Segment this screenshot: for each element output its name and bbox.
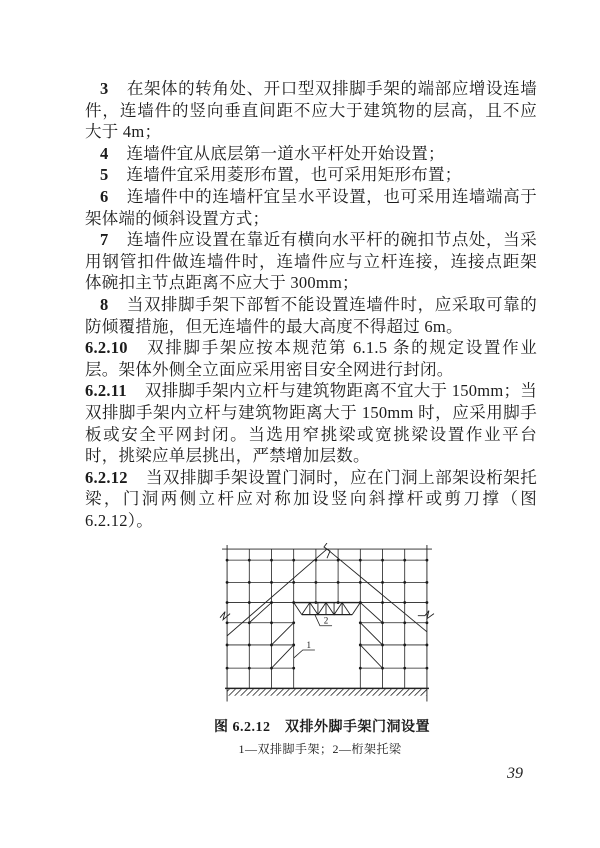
clause-text: 双排脚手架应按本规范第 6.1.5 条的规定设置作业层。架体外侧全立面应采用密目安全网进行封闭。 bbox=[85, 338, 537, 379]
callout-leader-1 bbox=[294, 650, 315, 658]
clause-paragraph bbox=[85, 143, 537, 165]
clause-number: 8 bbox=[100, 294, 109, 314]
clause-number: 6.2.11 bbox=[85, 381, 127, 401]
ground-hatch bbox=[227, 690, 427, 697]
clause-paragraph bbox=[85, 186, 537, 229]
clause-paragraph bbox=[85, 229, 537, 294]
body-text bbox=[85, 78, 537, 783]
scaffold-door-opening-diagram bbox=[219, 543, 435, 711]
figure-label-1: 1 bbox=[306, 640, 312, 651]
clause-number: 3 bbox=[100, 79, 109, 98]
section-paragraph bbox=[85, 337, 537, 380]
clause-text: 在架体的转角处、开口型双排脚手架的端部应增设连墙件，连墙件的竖向垂直间距不应大于建筑物的层高，且不应大于 4m； bbox=[85, 79, 537, 142]
truss-girder bbox=[294, 603, 361, 615]
figure-label-2: 2 bbox=[323, 616, 329, 627]
clause-paragraph bbox=[85, 164, 537, 186]
figure-callouts bbox=[294, 615, 332, 658]
figure-6-2-12 bbox=[85, 543, 537, 757]
clause-number: 4 bbox=[100, 143, 109, 163]
break-marks bbox=[220, 543, 434, 620]
figure-drawing bbox=[219, 543, 435, 711]
clause-paragraph bbox=[85, 78, 537, 143]
ground bbox=[225, 689, 429, 696]
clause-text: 连墙件中的连墙杆宜呈水平设置，也可采用连墙端高于架体端的倾斜设置方式； bbox=[85, 186, 537, 228]
figure-caption: 图 6.2.12 双排外脚手架门洞设置 bbox=[214, 720, 430, 736]
clause-number: 6.2.10 bbox=[85, 338, 128, 358]
section-paragraph bbox=[85, 380, 537, 466]
clause-text: 当双排脚手架设置门洞时，应在门洞上部架设桁架托梁，门洞两侧立杆应对称加设竖向斜撑杆或剪刀撑（图 6.2.12）。 bbox=[85, 467, 537, 530]
figure-captions bbox=[85, 716, 537, 757]
clause-paragraph bbox=[85, 294, 537, 337]
clause-text: 连墙件应设置在靠近有横向水平杆的碗扣节点处，当采用钢管扣件做连墙件时，连墙件应与立杆连接，连接点距架体碗扣主节点距离不应大于 300mm； bbox=[85, 230, 537, 293]
paragraph-list bbox=[85, 78, 537, 531]
clause-text: 连墙件宜采用菱形布置，也可采用矩形布置； bbox=[126, 165, 462, 185]
clause-text: 当双排脚手架下部暂不能设置连墙件时，应采取可靠的防倾覆措施，但无连墙件的最大高度不得超过 6m。 bbox=[85, 294, 537, 336]
clause-text: 连墙件宜从底层第一道水平杆处开始设置； bbox=[126, 143, 445, 163]
clause-number: 6 bbox=[100, 186, 109, 206]
clause-number: 7 bbox=[100, 230, 109, 250]
clause-text: 双排脚手架内立杆与建筑物距离不宜大于 150mm；当双排脚手架内立杆与建筑物距离大于 150mm 时，应采用脚手板或安全平网封闭。当选用窄挑梁或宽挑梁设置作业平台时，挑梁应单层挑出，严禁增加层数。 bbox=[85, 381, 537, 466]
page-number: 39 bbox=[507, 765, 523, 783]
clause-number: 6.2.12 bbox=[85, 467, 128, 487]
section-paragraph bbox=[85, 467, 537, 532]
clause-number: 5 bbox=[100, 165, 109, 185]
figure-legend: 1—双排脚手架；2—桁架托梁 bbox=[238, 742, 402, 757]
